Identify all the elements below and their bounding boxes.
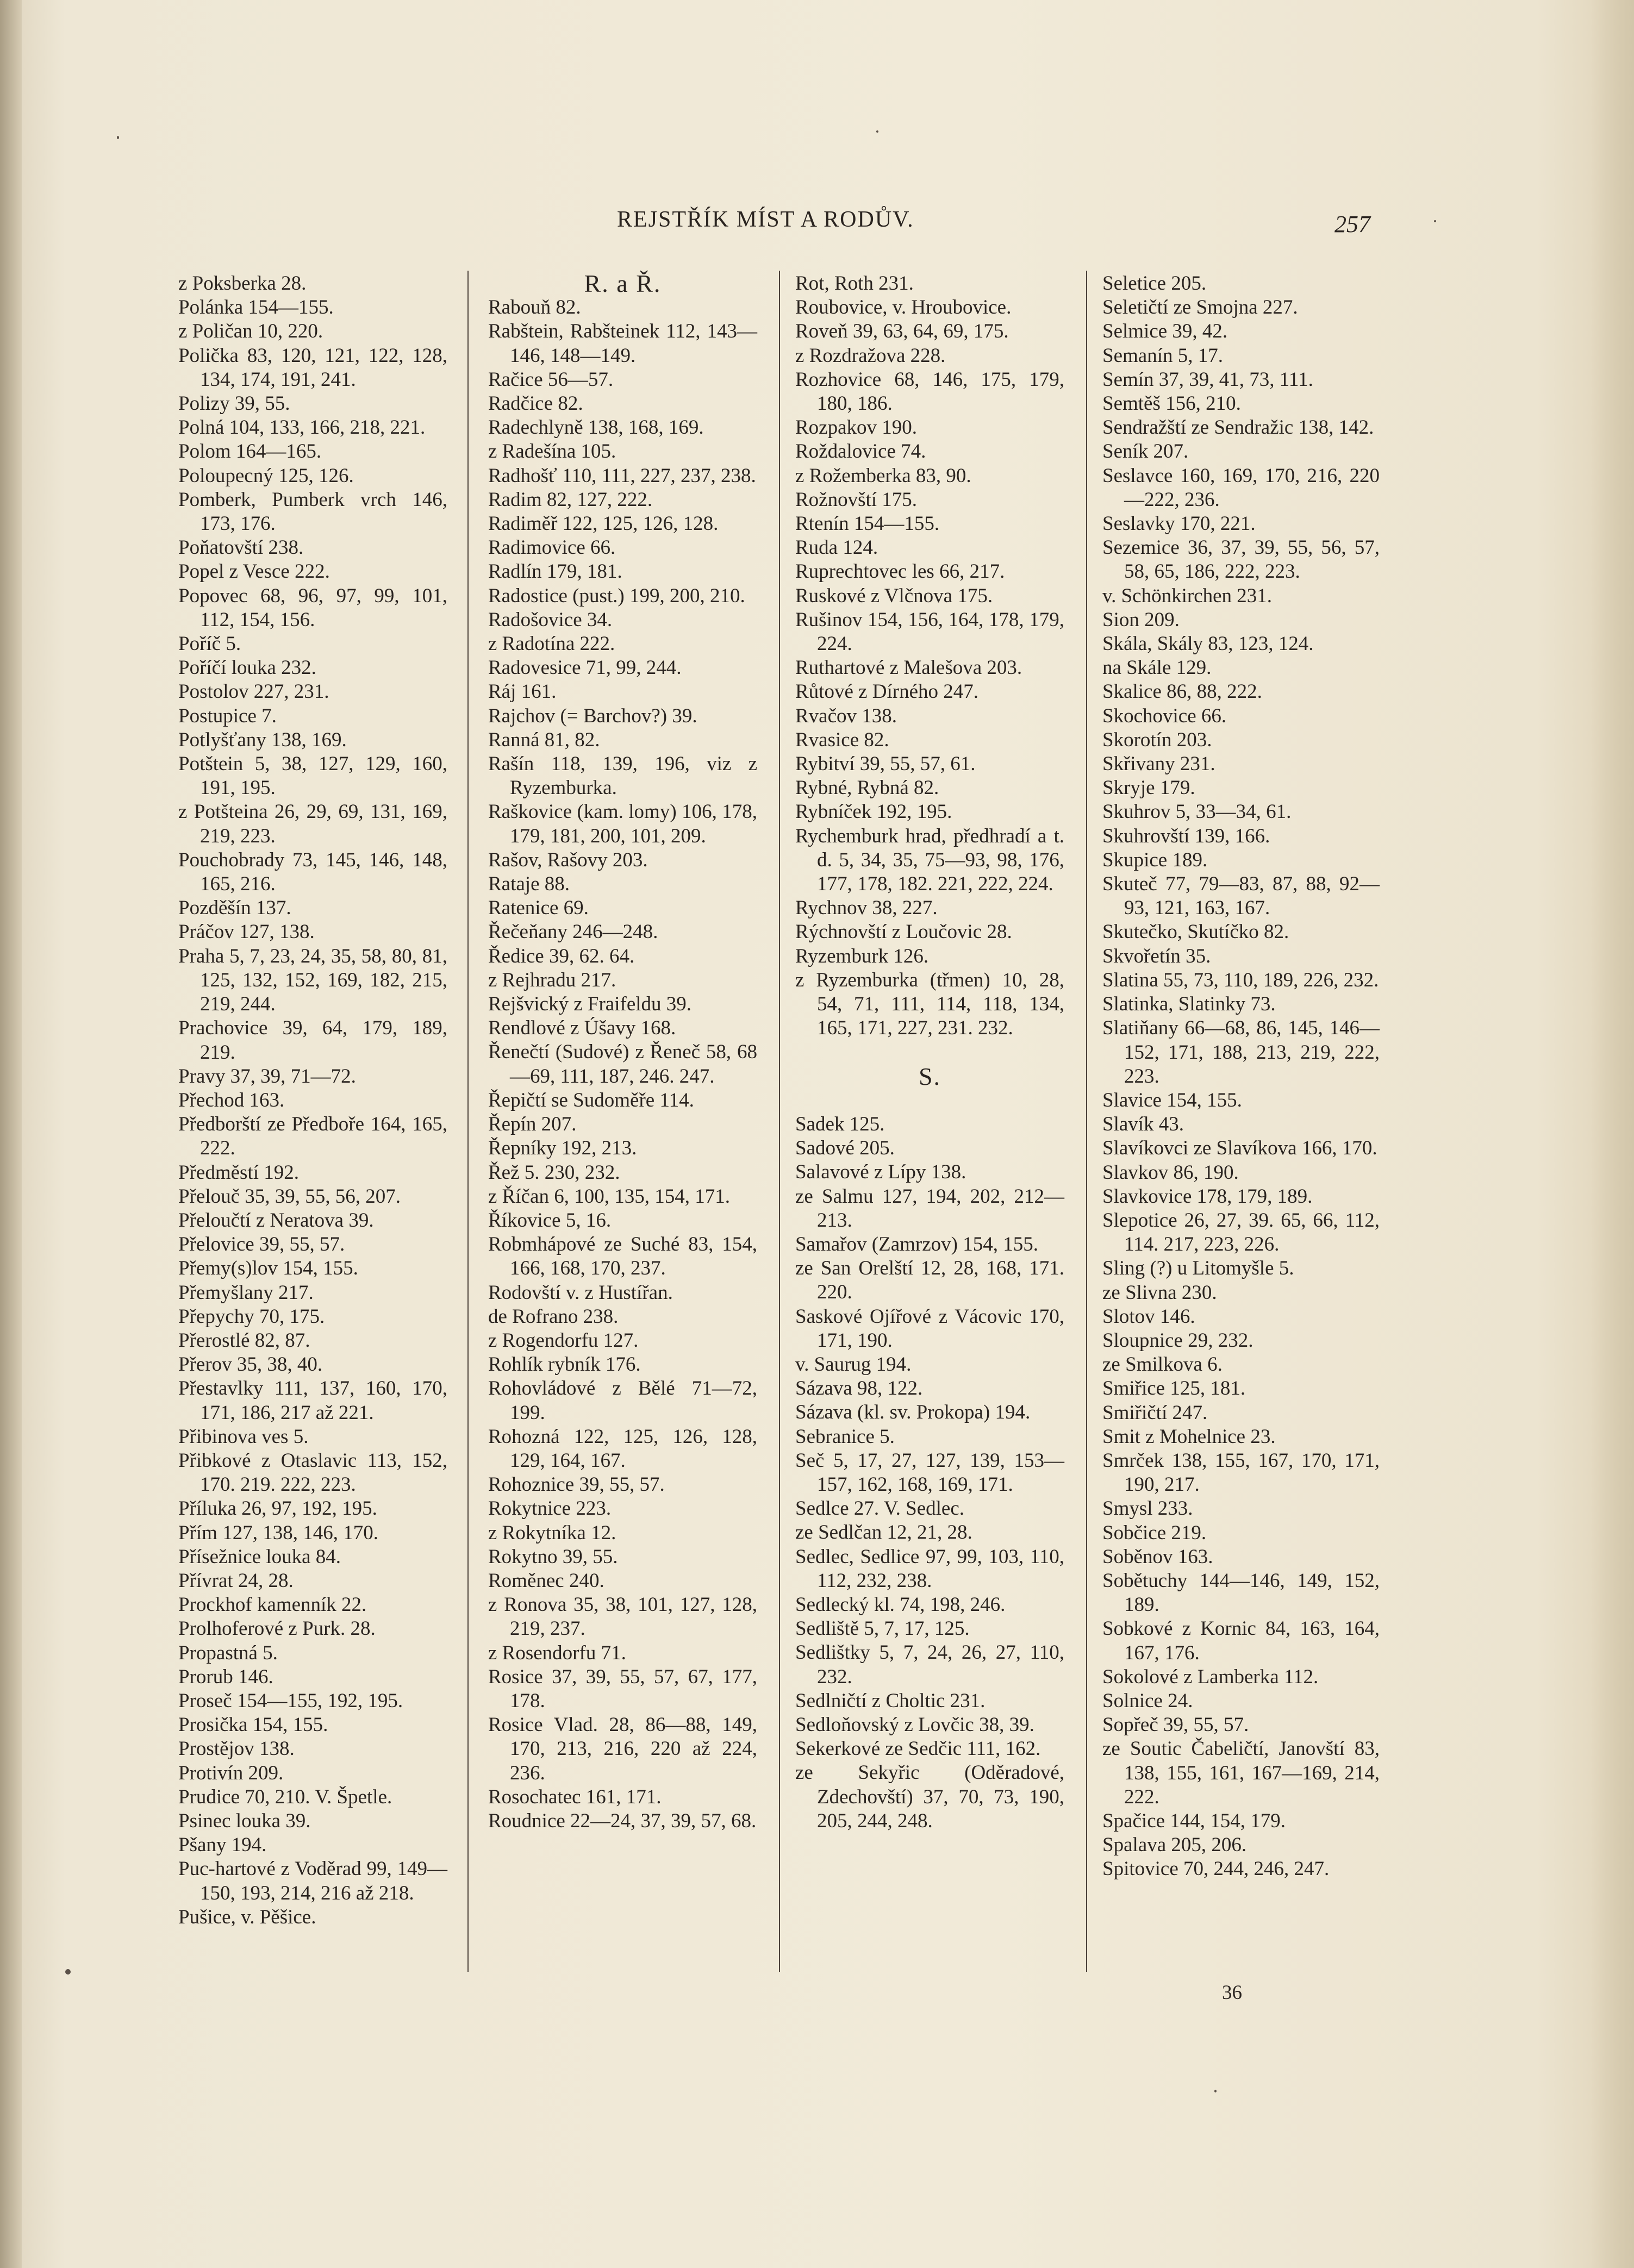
- index-entry: Soběnov 163.: [1102, 1545, 1213, 1568]
- index-entry: Přelouč 35, 39, 55, 56, 207.: [178, 1185, 401, 1208]
- index-entry: Rožnovští 175.: [795, 488, 918, 511]
- index-entry: z Rokytníka 12.: [488, 1521, 616, 1544]
- index-entry: Prorub 146.: [178, 1665, 273, 1688]
- index-entry: Sion 209.: [1102, 608, 1180, 631]
- index-entry: Skuteč 77, 79—83, 87, 88, 92—93, 121, 163, 167.: [1102, 873, 1380, 920]
- index-entry: Rohovládové z Bělé 71—72, 199.: [488, 1377, 757, 1424]
- index-entry: Roměnec 240.: [488, 1569, 604, 1592]
- index-entry: Postupice 7.: [178, 704, 277, 727]
- index-entry: Radhošť 110, 111, 227, 237, 238.: [488, 464, 756, 487]
- index-entry: Smrček 138, 155, 167, 170, 171, 190, 217.: [1102, 1449, 1380, 1496]
- index-entry: Skochovice 66.: [1102, 704, 1227, 727]
- index-entry: Spitovice 70, 244, 246, 247.: [1102, 1858, 1330, 1880]
- index-entry: Přelovice 39, 55, 57.: [178, 1233, 345, 1256]
- index-entry: Přím 127, 138, 146, 170.: [178, 1521, 378, 1544]
- index-entry: Rtenín 154—155.: [795, 513, 940, 535]
- index-entry: Přibkové z Otaslavic 113, 152, 170. 219. 222, 223.: [178, 1449, 447, 1496]
- index-entry: Skuhrovští 139, 166.: [1102, 824, 1270, 847]
- index-entry: Předměstí 192.: [178, 1161, 299, 1184]
- index-entry: Polizy 39, 55.: [178, 392, 290, 415]
- index-entry: Radechlyně 138, 168, 169.: [488, 416, 704, 439]
- index-entry: Postolov 227, 231.: [178, 680, 329, 703]
- index-entry: Slatiňany 66—68, 86, 145, 146—152, 171, 188, 213, 219, 222, 223.: [1102, 1017, 1380, 1088]
- index-entry: Radim 82, 127, 222.: [488, 488, 653, 511]
- index-entry: Radčice 82.: [488, 392, 583, 415]
- index-entry: Sezemice 36, 37, 39, 55, 56, 57, 58, 65, 186, 222, 223.: [1102, 536, 1380, 583]
- index-entry: Přestavlky 111, 137, 160, 170, 171, 186, 217 až 221.: [178, 1377, 447, 1424]
- index-entry: Pušice, v. Pěšice.: [178, 1905, 316, 1928]
- index-entry: z Ronova 35, 38, 101, 127, 128, 219, 237.: [488, 1594, 757, 1640]
- index-entry: Roudnice 22—24, 37, 39, 57, 68.: [488, 1809, 757, 1832]
- index-entry: Přechod 163.: [178, 1089, 285, 1111]
- index-entry: Seletice 205.: [1102, 272, 1207, 295]
- index-entry: Robmhápové ze Suché 83, 154, 166, 168, 170, 237.: [488, 1233, 757, 1280]
- index-entry: Ruskové z Vlčnova 175.: [795, 584, 993, 607]
- index-entry: Rybitví 39, 55, 57, 61.: [795, 753, 976, 776]
- index-entry: Pouchobrady 73, 145, 146, 148, 165, 216.: [178, 848, 447, 896]
- letter-heading: S.: [918, 1062, 941, 1090]
- index-entry: Skupice 189.: [1102, 848, 1208, 871]
- index-entry: Rabouň 82.: [488, 296, 581, 319]
- index-entry: Smit z Mohelnice 23.: [1102, 1425, 1276, 1448]
- index-entry: Rvasice 82.: [795, 728, 889, 751]
- signature-mark: 36: [1222, 1982, 1242, 2004]
- page-number: 257: [1334, 211, 1370, 238]
- index-entry: Přívrat 24, 28.: [178, 1569, 294, 1592]
- index-entry: z Radotína 222.: [488, 633, 615, 655]
- index-entry: Přísežnice louka 84.: [178, 1545, 341, 1568]
- index-entry: Seník 207.: [1102, 440, 1189, 463]
- index-entry: Rohoznice 39, 55, 57.: [488, 1473, 665, 1496]
- index-entry: Solnice 24.: [1102, 1689, 1193, 1712]
- index-entry: Rataje 88.: [488, 873, 570, 896]
- index-entry: Poňatovští 238.: [178, 536, 304, 559]
- column-rule: [467, 271, 469, 1972]
- index-entry: Rabštein, Rabšteinek 112, 143—146, 148—149.: [488, 320, 757, 367]
- index-entry: Saskové Ojířové z Vácovic 170, 171, 190.: [795, 1305, 1064, 1352]
- index-entry: Rohlík rybník 176.: [488, 1353, 641, 1376]
- index-entry: Poříč 5.: [178, 633, 241, 655]
- index-entry: Sadek 125.: [795, 1113, 885, 1135]
- index-entry: Polička 83, 120, 121, 122, 128, 134, 174, 191, 241.: [178, 344, 447, 391]
- index-entry: Smiřice 125, 181.: [1102, 1377, 1246, 1400]
- index-entry: Řenečtí (Sudové) z Řeneč 58, 68—69, 111, 187, 246. 247.: [488, 1041, 757, 1088]
- index-entry: Smysl 233.: [1102, 1497, 1193, 1520]
- index-entry: Řečeňany 246—248.: [488, 921, 658, 944]
- index-entry: Říkovice 5, 16.: [488, 1209, 612, 1232]
- index-entry: Radlín 179, 181.: [488, 560, 622, 583]
- index-entry: Skalice 86, 88, 222.: [1102, 680, 1262, 703]
- index-entry: z Radešína 105.: [488, 440, 616, 463]
- index-entry: Slotov 146.: [1102, 1305, 1195, 1328]
- index-entry: Řepníky 192, 213.: [488, 1137, 637, 1160]
- index-entry: ze Soutic Čabeličtí, Janovští 83, 138, 155, 161, 167—169, 214, 222.: [1102, 1738, 1380, 1808]
- index-entry: Skutečko, Skutíčko 82.: [1102, 921, 1289, 944]
- index-entry: Rosice 37, 39, 55, 57, 67, 177, 178.: [488, 1665, 757, 1712]
- index-entry: Selmice 39, 42.: [1102, 320, 1228, 343]
- index-entry: Sadové 205.: [795, 1137, 895, 1160]
- index-column-3: [795, 272, 1064, 1833]
- index-entry: Pozděšín 137.: [178, 897, 291, 920]
- index-entry: Pšany 194.: [178, 1834, 267, 1857]
- index-entry: Rýchnovští z Loučovic 28.: [795, 921, 1012, 944]
- index-entry: z Rožemberka 83, 90.: [795, 464, 971, 487]
- index-entry: Slavíkovci ze Slavíkova 166, 170.: [1102, 1137, 1377, 1160]
- index-entry: Poříčí louka 232.: [178, 657, 316, 679]
- index-entry: Sedlec, Sedlice 97, 99, 103, 110, 112, 232, 238.: [795, 1545, 1064, 1592]
- index-entry: Slepotice 26, 27, 39. 65, 66, 112, 114. 217, 223, 226.: [1102, 1209, 1380, 1256]
- index-entry: Přerostlé 82, 87.: [178, 1329, 310, 1352]
- index-entry: ze San Orelští 12, 28, 168, 171. 220.: [795, 1257, 1064, 1304]
- index-entry: Seč 5, 17, 27, 127, 139, 153—157, 162, 168, 169, 171.: [795, 1449, 1064, 1496]
- index-entry: Skvořetín 35.: [1102, 945, 1211, 967]
- index-entry: Rokytnice 223.: [488, 1497, 612, 1520]
- index-entry: Ruthartové z Malešova 203.: [795, 657, 1022, 679]
- index-entry: Rokytno 39, 55.: [488, 1545, 618, 1568]
- index-entry: Račice 56—57.: [488, 368, 614, 391]
- paper-speck: [1434, 220, 1436, 222]
- index-entry: Skryje 179.: [1102, 777, 1195, 799]
- index-entry: Protivín 209.: [178, 1761, 284, 1784]
- index-entry: Řepín 207.: [488, 1113, 577, 1136]
- index-entry: Spalava 205, 206.: [1102, 1834, 1247, 1857]
- index-entry: ze Smilkova 6.: [1102, 1353, 1223, 1376]
- index-entry: z Poksberka 28.: [178, 272, 307, 295]
- index-entry: Radošovice 34.: [488, 608, 613, 631]
- index-entry: Pravy 37, 39, 71—72.: [178, 1065, 356, 1088]
- index-column-4: [1102, 272, 1380, 1882]
- index-entry: Rybné, Rybná 82.: [795, 777, 939, 799]
- index-entry: Seletičtí ze Smojna 227.: [1102, 296, 1298, 319]
- index-entry: ze Sedlčan 12, 21, 28.: [795, 1521, 972, 1544]
- index-entry: Rohozná 122, 125, 126, 128, 129, 164, 167.: [488, 1425, 757, 1472]
- index-entry: Sedloňovský z Lovčic 38, 39.: [795, 1713, 1034, 1736]
- index-entry: Sedlce 27. V. Sedlec.: [795, 1497, 965, 1520]
- index-entry: Sobkové z Kornic 84, 163, 164, 167, 176.: [1102, 1617, 1380, 1664]
- index-entry: Ředice 39, 62. 64.: [488, 945, 635, 967]
- index-entry: Polom 164—165.: [178, 440, 322, 463]
- index-entry: Rendlové z Úšavy 168.: [488, 1017, 676, 1040]
- index-entry: Semín 37, 39, 41, 73, 111.: [1102, 368, 1313, 391]
- index-entry: Řepičtí se Sudoměře 114.: [488, 1089, 694, 1111]
- index-entry: Ryzemburk 126.: [795, 945, 929, 967]
- index-entry: ze Salmu 127, 194, 202, 212—213.: [795, 1185, 1064, 1232]
- index-entry: z Rosendorfu 71.: [488, 1641, 626, 1664]
- paper-speck: [1214, 2090, 1217, 2092]
- index-entry: ze Slivna 230.: [1102, 1281, 1217, 1304]
- index-entry: Růtové z Dírného 247.: [795, 680, 979, 703]
- letter-heading: R. a Ř.: [584, 270, 662, 297]
- index-entry: z Rogendorfu 127.: [488, 1329, 639, 1352]
- index-entry: Sázava 98, 122.: [795, 1377, 923, 1400]
- index-entry: Prolhoferové z Purk. 28.: [178, 1617, 376, 1640]
- index-entry: Radiměř 122, 125, 126, 128.: [488, 513, 719, 535]
- index-entry: Rychemburk hrad, předhradí a t. d. 5, 34, 35, 75—93, 98, 176, 177, 178, 182. 221, 222, 224.: [795, 824, 1064, 896]
- index-entry: Potlyšťany 138, 169.: [178, 728, 347, 751]
- index-entry: Rejšvický z Fraifeldu 39.: [488, 993, 692, 1016]
- index-entry: z Rejhradu 217.: [488, 969, 616, 991]
- index-entry: Popovec 68, 96, 97, 99, 101, 112, 154, 156.: [178, 584, 447, 631]
- index-entry: Spačice 144, 154, 179.: [1102, 1810, 1286, 1832]
- index-entry: Přemy(s)lov 154, 155.: [178, 1257, 358, 1280]
- index-entry: Přepychy 70, 175.: [178, 1305, 325, 1328]
- index-entry: z Potšteina 26, 29, 69, 131, 169, 219, 223.: [178, 801, 447, 847]
- index-entry: Radimovice 66.: [488, 536, 616, 559]
- index-entry: Semanín 5, 17.: [1102, 344, 1223, 367]
- index-entry: Poloupecný 125, 126.: [178, 464, 354, 487]
- index-entry: Ráj 161.: [488, 680, 557, 703]
- index-entry: Skuhrov 5, 33—34, 61.: [1102, 801, 1292, 823]
- index-entry: Rodovští v. z Hustířan.: [488, 1281, 673, 1304]
- index-entry: Sobětuchy 144—146, 149, 152, 189.: [1102, 1569, 1380, 1616]
- index-entry: Rozpakov 190.: [795, 416, 918, 439]
- index-entry: Puc-hartové z Voděrad 99, 149—150, 193, 214, 216 až 218.: [178, 1858, 447, 1904]
- index-entry: Slavkov 86, 190.: [1102, 1161, 1239, 1184]
- binding-shadow: [0, 0, 22, 2268]
- index-entry: Rosochatec 161, 171.: [488, 1785, 662, 1808]
- index-entry: Skřivany 231.: [1102, 753, 1215, 776]
- index-entry: z Rozdražova 228.: [795, 344, 946, 367]
- index-entry: Radostice (pust.) 199, 200, 210.: [488, 584, 745, 607]
- index-entry: Sling (?) u Litomyšle 5.: [1102, 1257, 1294, 1280]
- index-entry: Slavice 154, 155.: [1102, 1089, 1242, 1111]
- index-entry: Rvačov 138.: [795, 704, 897, 727]
- index-entry: Roveň 39, 63, 64, 69, 175.: [795, 320, 1009, 343]
- index-entry: Potštein 5, 38, 127, 129, 160, 191, 195.: [178, 753, 447, 799]
- index-entry: Řež 5. 230, 232.: [488, 1161, 620, 1184]
- index-entry: Sekerkové ze Sedčic 111, 162.: [795, 1738, 1041, 1760]
- index-entry: v. Saurug 194.: [795, 1353, 912, 1376]
- paper-speck: [65, 1969, 71, 1975]
- index-entry: ze Sekyřic (Oděradové, Zdechovští) 37, 70, 73, 190, 205, 244, 248.: [795, 1761, 1064, 1832]
- index-entry: Rašín 118, 139, 196, viz z Ryzemburka.: [488, 753, 757, 799]
- index-entry: Semtěš 156, 210.: [1102, 392, 1241, 415]
- index-entry: Ratenice 69.: [488, 897, 589, 920]
- index-entry: Příluka 26, 97, 192, 195.: [178, 1497, 377, 1520]
- index-entry: Rybníček 192, 195.: [795, 801, 952, 823]
- index-entry: Propastná 5.: [178, 1641, 278, 1664]
- index-entry: Přerov 35, 38, 40.: [178, 1353, 323, 1376]
- index-entry: z Poličan 10, 220.: [178, 320, 323, 343]
- index-entry: Seslavky 170, 221.: [1102, 513, 1256, 535]
- index-entry: Sedlecký kl. 74, 198, 246.: [795, 1593, 1006, 1616]
- index-entry: Rušinov 154, 156, 164, 178, 179, 224.: [795, 608, 1064, 655]
- index-entry: Pomberk, Pumberk vrch 146, 173, 176.: [178, 488, 447, 535]
- index-entry: Seslavce 160, 169, 170, 216, 220—222, 236.: [1102, 464, 1380, 511]
- index-entry: Ruprechtovec les 66, 217.: [795, 560, 1005, 583]
- index-entry: Prudice 70, 210. V. Špetle.: [178, 1785, 392, 1808]
- page-edge-shading: [1591, 0, 1634, 2268]
- index-column-1: [178, 272, 447, 1929]
- index-entry: Sedlničtí z Choltic 231.: [795, 1689, 986, 1712]
- index-entry: Roubovice, v. Hroubovice.: [795, 296, 1012, 319]
- index-entry: Přemyšlany 217.: [178, 1281, 314, 1304]
- index-entry: Slavkovice 178, 179, 189.: [1102, 1185, 1313, 1208]
- index-entry: Prosička 154, 155.: [178, 1714, 328, 1736]
- index-entry: Prostějov 138.: [178, 1738, 295, 1760]
- index-entry: Přeloučtí z Neratova 39.: [178, 1209, 374, 1232]
- index-entry: Samařov (Zamrzov) 154, 155.: [795, 1233, 1038, 1255]
- index-entry: Sebranice 5.: [795, 1425, 895, 1448]
- index-entry: Skála, Skály 83, 123, 124.: [1102, 633, 1314, 655]
- index-entry: Radovesice 71, 99, 244.: [488, 657, 682, 679]
- index-entry: Skorotín 203.: [1102, 728, 1212, 751]
- index-entry: na Skále 129.: [1102, 657, 1212, 679]
- index-entry: Raškovice (kam. lomy) 106, 178, 179, 181, 200, 101, 209.: [488, 801, 757, 847]
- index-entry: Rašov, Rašovy 203.: [488, 848, 648, 871]
- index-entry: Sopřeč 39, 55, 57.: [1102, 1714, 1249, 1736]
- index-entry: v. Schönkirchen 231.: [1102, 584, 1273, 607]
- index-entry: Slatina 55, 73, 110, 189, 226, 232.: [1102, 969, 1379, 991]
- index-entry: z Ryzemburka (třmen) 10, 28, 54, 71, 111, 114, 118, 134, 165, 171, 227, 231. 232.: [795, 969, 1064, 1040]
- index-entry: Roždalovice 74.: [795, 440, 926, 463]
- index-entry: Proseč 154—155, 192, 195.: [178, 1689, 403, 1712]
- index-column-2: [488, 272, 757, 1833]
- index-entry: Sendražští ze Sendražic 138, 142.: [1102, 416, 1374, 439]
- index-entry: Rajchov (= Barchov?) 39.: [488, 704, 697, 727]
- index-entry: Sokolové z Lamberka 112.: [1102, 1665, 1319, 1688]
- paper-speck: [117, 136, 119, 139]
- index-entry: Prachovice 39, 64, 179, 189, 219.: [178, 1017, 447, 1064]
- index-entry: Ruda 124.: [795, 536, 878, 559]
- index-entry: Polná 104, 133, 166, 218, 221.: [178, 416, 426, 439]
- column-rule: [1086, 271, 1087, 1972]
- index-entry: Předborští ze Předboře 164, 165, 222.: [178, 1113, 447, 1160]
- index-entry: Rozhovice 68, 146, 175, 179, 180, 186.: [795, 368, 1064, 415]
- index-entry: Psinec louka 39.: [178, 1810, 311, 1832]
- index-entry: Polánka 154—155.: [178, 296, 334, 319]
- index-entry: Slavík 43.: [1102, 1113, 1184, 1136]
- index-entry: Práčov 127, 138.: [178, 921, 315, 944]
- index-entry: Praha 5, 7, 23, 24, 35, 58, 80, 81, 125, 132, 152, 169, 182, 215, 219, 244.: [178, 945, 447, 1016]
- index-entry: Ranná 81, 82.: [488, 728, 600, 751]
- paper-speck: [876, 130, 878, 133]
- index-entry: Sázava (kl. sv. Prokopa) 194.: [795, 1401, 1031, 1424]
- index-entry: Slatinka, Slatinky 73.: [1102, 993, 1276, 1016]
- index-entry: Salavové z Lípy 138.: [795, 1161, 966, 1184]
- column-rule: [779, 271, 780, 1972]
- index-entry: Rot, Roth 231.: [795, 272, 914, 295]
- index-entry: Sobčice 219.: [1102, 1521, 1207, 1544]
- index-entry: Rosice Vlad. 28, 86—88, 149, 170, 213, 216, 220 až 224, 236.: [488, 1714, 757, 1784]
- index-entry: Rychnov 38, 227.: [795, 897, 938, 920]
- index-entry: Prockhof kamenník 22.: [178, 1594, 367, 1616]
- running-title: REJSTŘÍK MÍST A RODŮV.: [617, 207, 914, 232]
- index-entry: de Rofrano 238.: [488, 1305, 619, 1328]
- index-entry: Přibinova ves 5.: [178, 1425, 309, 1448]
- index-entry: Sloupnice 29, 232.: [1102, 1329, 1253, 1352]
- index-entry: Sedlištky 5, 7, 24, 26, 27, 110, 232.: [795, 1641, 1064, 1688]
- index-entry: Smiřičtí 247.: [1102, 1401, 1208, 1424]
- index-entry: z Říčan 6, 100, 135, 154, 171.: [488, 1185, 730, 1208]
- index-entry: Popel z Vesce 222.: [178, 560, 330, 583]
- index-entry: Sedliště 5, 7, 17, 125.: [795, 1617, 970, 1640]
